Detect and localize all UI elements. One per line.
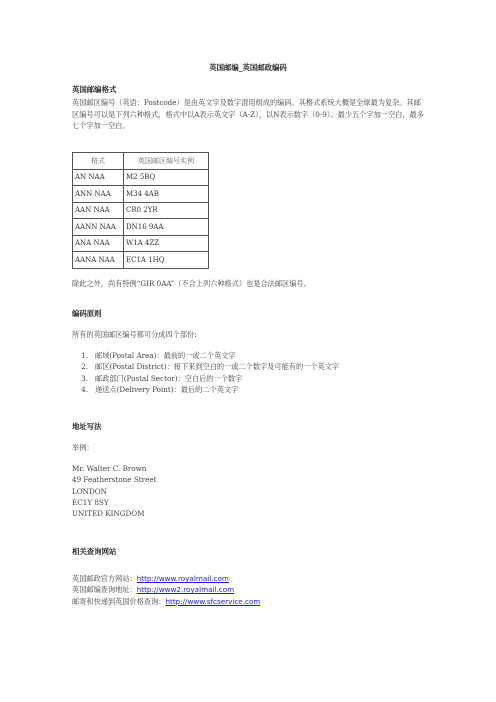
example-label: 举例： (72, 443, 94, 452)
list-item-text: 邮域(Postal Area)：最前的一或二个英文字 (95, 351, 236, 360)
address-line: UNITED KINGDOM (72, 509, 145, 519)
link-label: 英国邮政官方网站： (72, 574, 137, 583)
table-cell-example: W1A 4ZZ (124, 235, 209, 252)
table-row (73, 235, 209, 252)
list-item (72, 350, 339, 361)
document-title: 英国邮编_英国邮政编码 (209, 63, 287, 72)
table-row (73, 186, 209, 203)
list-item (72, 373, 339, 384)
postcode-format-table (72, 152, 209, 269)
table-cell-example: M2 5BQ (124, 169, 209, 186)
table-cell-example: DN16 9AA (124, 219, 209, 236)
list-item (72, 361, 339, 372)
list-item-number: 3. (81, 373, 88, 383)
special-case-note: 除此之外，尚有特例“GIR 0AA”（不合上列六种格式）也是合法邮区编号。 (72, 279, 311, 288)
table-cell-example: EC1A 1HQ (124, 252, 209, 269)
heading-encoding-principles: 编码原则 (72, 309, 102, 318)
table-header-example: 英国邮区编号实例 (124, 153, 209, 170)
address-line: LONDON (72, 486, 107, 496)
table-header-format: 格式 (73, 153, 124, 170)
list-item-text: 递送点(Delivery Point)：最后的二个英文字 (95, 384, 239, 394)
list-item-text: 邮区(Postal District)：接下来到空白的一或二个数字及可能有的一个英文字 (95, 362, 340, 372)
table-header-row (73, 153, 209, 170)
table-cell-example: CR0 2YR (124, 202, 209, 219)
table-cell-format: AANA NAA (73, 252, 124, 269)
link-row-royalmail (72, 573, 260, 584)
table-row (73, 202, 209, 219)
table-cell-format: AANN NAA (73, 219, 124, 236)
table-cell-format: ANN NAA (73, 186, 124, 203)
table-cell-format: ANA NAA (73, 235, 124, 252)
royalmail-link[interactable]: http://www.royalmail.com (136, 574, 229, 583)
list-item-number: 4. (81, 384, 88, 394)
sfcservice-link[interactable]: http://www.sfcservice.com (165, 596, 261, 606)
address-line: EC1Y 8SY (72, 497, 109, 507)
heading-related-sites: 相关查询网站 (72, 547, 117, 556)
list-item-text: 邮政部门(Postal Sector)：空白后的一个数字 (95, 373, 243, 383)
address-line: Mr. Walter C. Brown (72, 464, 147, 473)
heading-postcode-format: 英国邮编格式 (72, 85, 117, 94)
heading-address-format: 地址写法 (72, 422, 102, 431)
address-line: 49 Featherstone Street (72, 475, 157, 485)
related-links-list (72, 573, 260, 607)
list-item-number: 1. (81, 351, 88, 360)
principles-intro: 所有的英国邮区编号都可分成四个部份: (72, 330, 197, 339)
table-row (73, 219, 209, 236)
link-row-royalmail-lookup (72, 584, 260, 595)
table-cell-format: AAN NAA (73, 202, 124, 219)
example-address (72, 463, 156, 519)
table-cell-example: M34 4AB (124, 186, 209, 203)
link-row-sfcservice (72, 596, 260, 607)
table-cell-format: AN NAA (73, 169, 124, 186)
royalmail-lookup-link[interactable]: http://www2.royalmail.com (136, 585, 235, 595)
list-item (72, 384, 339, 395)
link-label: 邮寄和快递到英国价格查询： (72, 596, 166, 606)
table-row (73, 169, 209, 186)
list-item-number: 2. (81, 362, 88, 372)
postcode-parts-list (72, 350, 339, 395)
link-label: 英国邮编查询地址： (72, 585, 137, 595)
table-row (73, 252, 209, 269)
postcode-intro-paragraph: 英国邮区编号（英语：Postcode）是由英文字及数字混用组成的编码。其格式系统大概是全球最为复杂。其邮区编号可以是下列六种格式，格式中以A表示英文字（A-Z），以N表示数字（0-9）。最少五个字加一空白，最多七个字加一空白。 (72, 98, 424, 130)
